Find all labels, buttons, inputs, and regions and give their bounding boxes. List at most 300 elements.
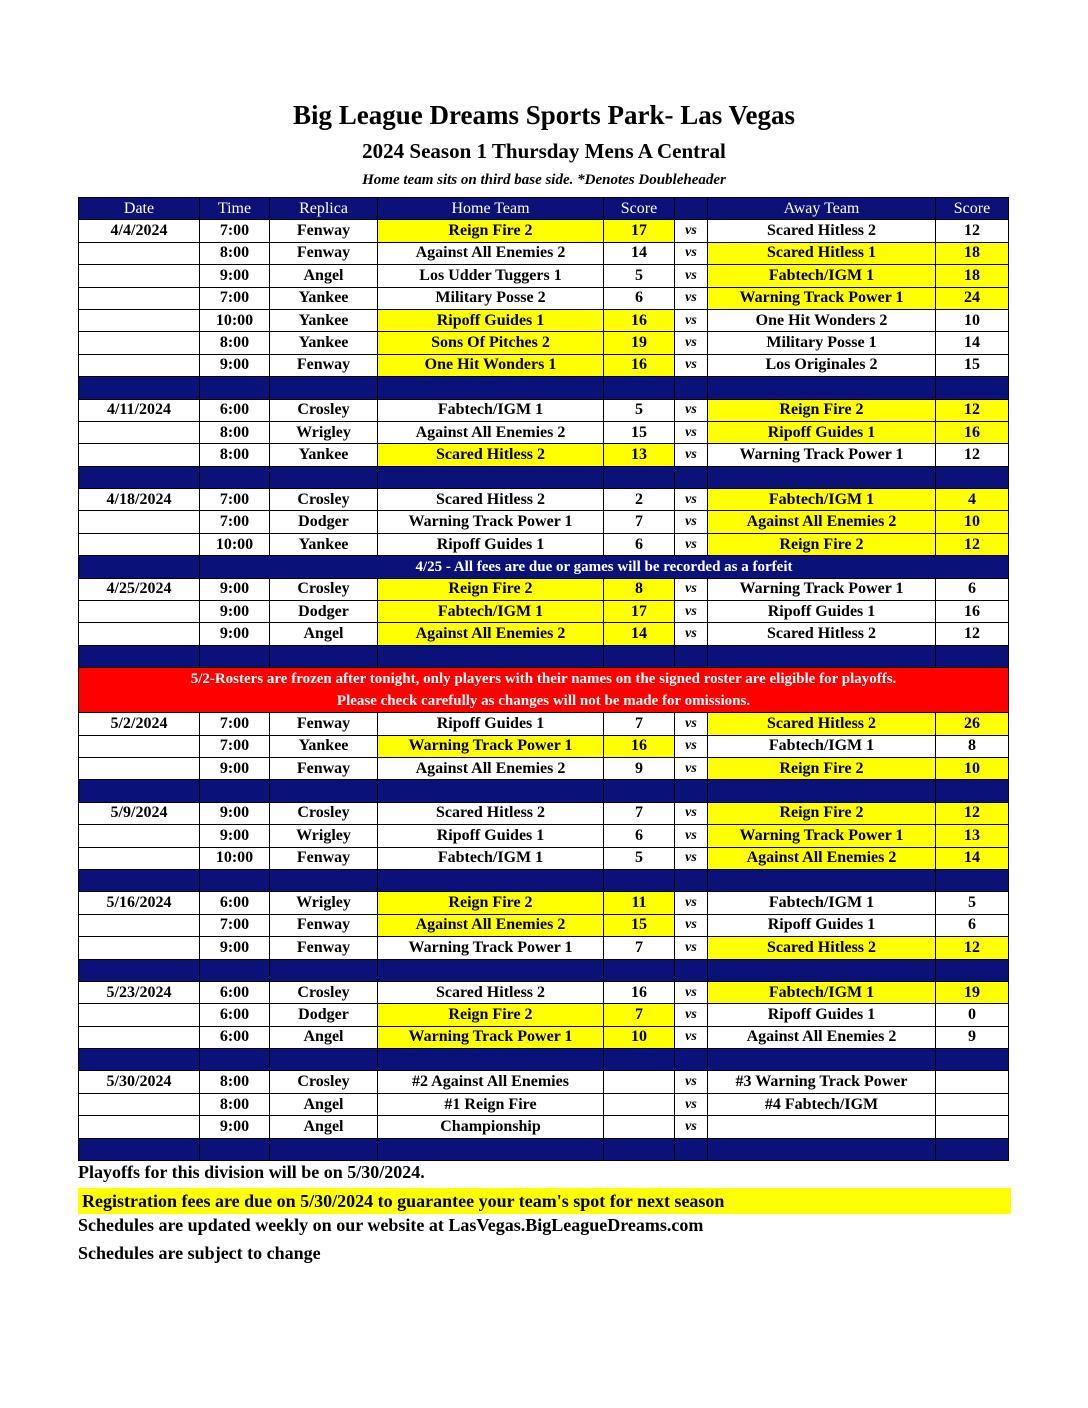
game-time: 10:00 <box>200 847 270 869</box>
away-team: Ripoff Guides 1 <box>708 421 936 443</box>
home-team: Ripoff Guides 1 <box>378 309 604 331</box>
away-team: #4 Fabtech/IGM <box>708 1093 936 1115</box>
divider-cell <box>604 466 675 488</box>
column-header-away-team: Away Team <box>708 198 936 220</box>
away-score <box>936 1116 1009 1138</box>
divider-cell <box>604 1049 675 1071</box>
game-date <box>79 914 200 936</box>
divider-cell <box>79 869 200 891</box>
away-team: Reign Fire 2 <box>708 533 936 555</box>
game-date <box>79 847 200 869</box>
divider-cell <box>708 959 936 981</box>
game-time: 10:00 <box>200 309 270 331</box>
column-header-time: Time <box>200 198 270 220</box>
game-time: 9:00 <box>200 825 270 847</box>
game-row <box>79 265 1009 287</box>
divider-cell <box>270 645 378 667</box>
away-team: Reign Fire 2 <box>708 802 936 824</box>
game-field: Crosley <box>270 802 378 824</box>
playoffs-note: Playoffs for this division will be on 5/30/2024. <box>78 1162 425 1182</box>
home-team: Warning Track Power 1 <box>378 937 604 959</box>
page-title: Big League Dreams Sports Park- Las Vegas <box>292 100 796 130</box>
away-team: Ripoff Guides 1 <box>708 914 936 936</box>
game-row <box>79 242 1009 264</box>
game-date: 4/18/2024 <box>79 489 200 511</box>
vs-label: vs <box>675 1004 708 1026</box>
game-field: Yankee <box>270 287 378 309</box>
home-score: 5 <box>604 847 675 869</box>
game-time: 10:00 <box>200 533 270 555</box>
game-time: 9:00 <box>200 1116 270 1138</box>
away-score: 12 <box>936 533 1009 555</box>
divider-cell <box>708 645 936 667</box>
game-time: 9:00 <box>200 578 270 600</box>
away-score: 12 <box>936 399 1009 421</box>
home-score: 9 <box>604 757 675 779</box>
schedule-rows <box>79 220 1009 1161</box>
game-field: Yankee <box>270 309 378 331</box>
column-header-replica: Replica <box>270 198 378 220</box>
away-score: 12 <box>936 220 1009 242</box>
divider-cell <box>378 869 604 891</box>
away-team: Scared Hitless 2 <box>708 623 936 645</box>
divider-cell <box>708 466 936 488</box>
away-score: 16 <box>936 421 1009 443</box>
home-team: Ripoff Guides 1 <box>378 825 604 847</box>
game-field: Fenway <box>270 757 378 779</box>
away-team: Warning Track Power 1 <box>708 287 936 309</box>
page-subtitle: 2024 Season 1 Thursday Mens A Central <box>362 139 726 163</box>
game-row <box>79 1116 1009 1138</box>
game-field: Fenway <box>270 914 378 936</box>
away-score: 26 <box>936 713 1009 735</box>
game-date <box>79 757 200 779</box>
divider-cell <box>200 645 270 667</box>
divider-cell <box>708 869 936 891</box>
away-score: 12 <box>936 802 1009 824</box>
divider-cell <box>936 377 1009 399</box>
vs-label: vs <box>675 511 708 533</box>
divider-cell <box>936 645 1009 667</box>
game-row <box>79 1071 1009 1093</box>
schedule-table <box>78 197 1009 1161</box>
home-team: Fabtech/IGM 1 <box>378 847 604 869</box>
game-date: 4/11/2024 <box>79 399 200 421</box>
divider-cell <box>675 1049 708 1071</box>
away-team: Scared Hitless 2 <box>708 713 936 735</box>
away-score: 5 <box>936 892 1009 914</box>
divider-cell <box>270 959 378 981</box>
divider-cell <box>200 466 270 488</box>
section-divider-row <box>79 959 1009 981</box>
divider-cell <box>79 780 200 802</box>
table-header-row <box>79 198 1009 220</box>
away-score: 12 <box>936 623 1009 645</box>
away-score: 18 <box>936 242 1009 264</box>
divider-cell <box>378 959 604 981</box>
home-team: Warning Track Power 1 <box>378 1026 604 1048</box>
game-time: 6:00 <box>200 399 270 421</box>
divider-cell <box>675 959 708 981</box>
vs-label: vs <box>675 802 708 824</box>
game-date <box>79 354 200 376</box>
vs-label: vs <box>675 735 708 757</box>
game-time: 6:00 <box>200 981 270 1003</box>
home-team: Warning Track Power 1 <box>378 735 604 757</box>
away-score: 19 <box>936 981 1009 1003</box>
vs-label: vs <box>675 287 708 309</box>
game-time: 9:00 <box>200 354 270 376</box>
game-field: Crosley <box>270 1071 378 1093</box>
divider-cell <box>378 466 604 488</box>
divider-cell <box>200 869 270 891</box>
game-field: Fenway <box>270 354 378 376</box>
game-row <box>79 220 1009 242</box>
game-date: 5/9/2024 <box>79 802 200 824</box>
home-team: Scared Hitless 2 <box>378 489 604 511</box>
roster-alert-cell <box>79 668 1009 713</box>
divider-cell <box>79 377 200 399</box>
divider-cell <box>936 959 1009 981</box>
game-time: 7:00 <box>200 511 270 533</box>
away-score: 18 <box>936 265 1009 287</box>
home-score: 6 <box>604 825 675 847</box>
game-field: Fenway <box>270 242 378 264</box>
away-team: One Hit Wonders 2 <box>708 309 936 331</box>
away-team: Against All Enemies 2 <box>708 1026 936 1048</box>
game-date: 5/16/2024 <box>79 892 200 914</box>
away-score: 13 <box>936 825 1009 847</box>
column-header-vs <box>675 198 708 220</box>
game-time: 8:00 <box>200 421 270 443</box>
vs-label: vs <box>675 981 708 1003</box>
home-score <box>604 1116 675 1138</box>
home-team: Warning Track Power 1 <box>378 511 604 533</box>
game-field: Angel <box>270 265 378 287</box>
home-score: 17 <box>604 601 675 623</box>
column-header-home-team: Home Team <box>378 198 604 220</box>
home-score: 17 <box>604 220 675 242</box>
schedule-note: Home team sits on third base side. *Denotes Doubleheader <box>362 172 726 188</box>
divider-cell <box>675 466 708 488</box>
game-row <box>79 309 1009 331</box>
away-team: Ripoff Guides 1 <box>708 1004 936 1026</box>
game-row <box>79 1004 1009 1026</box>
game-date <box>79 937 200 959</box>
home-score: 8 <box>604 578 675 600</box>
divider-cell <box>708 1049 936 1071</box>
away-score: 12 <box>936 937 1009 959</box>
home-team: Championship <box>378 1116 604 1138</box>
game-field: Dodger <box>270 1004 378 1026</box>
game-date: 5/2/2024 <box>79 713 200 735</box>
home-team: Against All Enemies 2 <box>378 623 604 645</box>
home-score <box>604 1093 675 1115</box>
game-row <box>79 623 1009 645</box>
game-row <box>79 825 1009 847</box>
game-date <box>79 825 200 847</box>
game-row <box>79 287 1009 309</box>
divider-cell <box>378 377 604 399</box>
away-team: Fabtech/IGM 1 <box>708 981 936 1003</box>
divider-cell <box>675 645 708 667</box>
game-time: 7:00 <box>200 735 270 757</box>
section-divider-row <box>79 869 1009 891</box>
divider-cell <box>200 959 270 981</box>
game-date <box>79 332 200 354</box>
vs-label: vs <box>675 623 708 645</box>
away-team: Fabtech/IGM 1 <box>708 489 936 511</box>
game-field: Yankee <box>270 444 378 466</box>
vs-label: vs <box>675 892 708 914</box>
divider-cell <box>79 466 200 488</box>
divider-cell <box>378 1049 604 1071</box>
home-score: 13 <box>604 444 675 466</box>
game-row <box>79 735 1009 757</box>
game-field: Angel <box>270 1093 378 1115</box>
game-time: 8:00 <box>200 444 270 466</box>
game-field: Wrigley <box>270 421 378 443</box>
away-score: 6 <box>936 914 1009 936</box>
home-team: Against All Enemies 2 <box>378 242 604 264</box>
away-score: 8 <box>936 735 1009 757</box>
game-row <box>79 578 1009 600</box>
home-team: Reign Fire 2 <box>378 220 604 242</box>
vs-label: vs <box>675 713 708 735</box>
game-field: Angel <box>270 623 378 645</box>
home-team: Scared Hitless 2 <box>378 981 604 1003</box>
vs-label: vs <box>675 444 708 466</box>
away-team: Fabtech/IGM 1 <box>708 265 936 287</box>
game-time: 7:00 <box>200 287 270 309</box>
home-team: Fabtech/IGM 1 <box>378 399 604 421</box>
divider-cell <box>270 466 378 488</box>
away-score: 16 <box>936 601 1009 623</box>
divider-cell <box>79 1138 200 1160</box>
section-divider-row <box>79 780 1009 802</box>
game-row <box>79 444 1009 466</box>
home-team: Ripoff Guides 1 <box>378 713 604 735</box>
game-time: 6:00 <box>200 1026 270 1048</box>
home-score: 16 <box>604 981 675 1003</box>
divider-cell <box>270 780 378 802</box>
game-date <box>79 1026 200 1048</box>
divider-cell <box>79 556 200 578</box>
game-field: Dodger <box>270 511 378 533</box>
home-team: Sons Of Pitches 2 <box>378 332 604 354</box>
game-date <box>79 421 200 443</box>
home-team: Reign Fire 2 <box>378 1004 604 1026</box>
game-time: 7:00 <box>200 713 270 735</box>
home-team: Against All Enemies 2 <box>378 914 604 936</box>
game-row <box>79 914 1009 936</box>
home-score: 19 <box>604 332 675 354</box>
divider-cell <box>79 1049 200 1071</box>
home-team: Military Posse 2 <box>378 287 604 309</box>
game-row <box>79 533 1009 555</box>
home-score: 16 <box>604 735 675 757</box>
game-date <box>79 511 200 533</box>
roster-alert-line: Please check carefully as changes will not be made for omissions. <box>336 693 751 710</box>
game-date <box>79 1004 200 1026</box>
game-date: 4/25/2024 <box>79 578 200 600</box>
game-row <box>79 892 1009 914</box>
home-score <box>604 1071 675 1093</box>
game-field: Yankee <box>270 332 378 354</box>
divider-cell <box>378 645 604 667</box>
vs-label: vs <box>675 757 708 779</box>
home-score: 15 <box>604 421 675 443</box>
home-score: 15 <box>604 914 675 936</box>
column-header-home-score: Score <box>604 198 675 220</box>
column-header-date: Date <box>79 198 200 220</box>
column-header-away-score: Score <box>936 198 1009 220</box>
game-field: Crosley <box>270 981 378 1003</box>
away-score: 6 <box>936 578 1009 600</box>
away-team: Warning Track Power 1 <box>708 444 936 466</box>
game-time: 9:00 <box>200 601 270 623</box>
home-score: 11 <box>604 892 675 914</box>
game-time: 7:00 <box>200 220 270 242</box>
game-field: Crosley <box>270 578 378 600</box>
vs-label: vs <box>675 847 708 869</box>
away-team: #3 Warning Track Power <box>708 1071 936 1093</box>
game-field: Crosley <box>270 489 378 511</box>
away-score: 24 <box>936 287 1009 309</box>
game-time: 7:00 <box>200 489 270 511</box>
roster-alert-line: 5/2-Rosters are frozen after tonight, only players with their names on the signed roster are eligible for playoffs. <box>190 671 897 688</box>
home-score: 7 <box>604 713 675 735</box>
game-time: 9:00 <box>200 623 270 645</box>
divider-cell <box>936 1138 1009 1160</box>
divider-cell <box>936 1049 1009 1071</box>
away-team: Warning Track Power 1 <box>708 825 936 847</box>
registration-note: Registration fees are due on 5/30/2024 to guarantee your team's spot for next season <box>78 1188 1011 1214</box>
divider-cell <box>936 869 1009 891</box>
game-date <box>79 601 200 623</box>
divider-cell <box>675 1138 708 1160</box>
game-row <box>79 399 1009 421</box>
game-field: Fenway <box>270 713 378 735</box>
game-row <box>79 421 1009 443</box>
game-field: Angel <box>270 1116 378 1138</box>
game-row <box>79 601 1009 623</box>
home-score: 7 <box>604 802 675 824</box>
away-score: 12 <box>936 444 1009 466</box>
game-row <box>79 713 1009 735</box>
section-divider-row <box>79 1138 1009 1160</box>
divider-cell <box>708 780 936 802</box>
away-score <box>936 1093 1009 1115</box>
website-note: Schedules are updated weekly on our website at LasVegas.BigLeagueDreams.com <box>78 1215 704 1235</box>
away-score: 0 <box>936 1004 1009 1026</box>
game-time: 8:00 <box>200 332 270 354</box>
divider-cell <box>378 1138 604 1160</box>
game-field: Dodger <box>270 601 378 623</box>
home-score: 14 <box>604 242 675 264</box>
game-date <box>79 1116 200 1138</box>
change-note: Schedules are subject to change <box>78 1243 321 1263</box>
divider-cell <box>936 466 1009 488</box>
home-score: 16 <box>604 354 675 376</box>
vs-label: vs <box>675 825 708 847</box>
away-team: Reign Fire 2 <box>708 757 936 779</box>
game-date <box>79 623 200 645</box>
game-date: 5/30/2024 <box>79 1071 200 1093</box>
section-divider-row <box>79 645 1009 667</box>
home-team: One Hit Wonders 1 <box>378 354 604 376</box>
away-score: 14 <box>936 332 1009 354</box>
game-time: 9:00 <box>200 757 270 779</box>
divider-cell <box>604 780 675 802</box>
game-row <box>79 847 1009 869</box>
divider-cell <box>604 1138 675 1160</box>
section-divider-row <box>79 377 1009 399</box>
home-team: Scared Hitless 2 <box>378 444 604 466</box>
game-time: 9:00 <box>200 937 270 959</box>
away-team: Scared Hitless 1 <box>708 242 936 264</box>
fee-notice-text: 4/25 - All fees are due or games will be recorded as a forfeit <box>200 556 1009 578</box>
divider-cell <box>675 780 708 802</box>
game-row <box>79 511 1009 533</box>
divider-cell <box>708 377 936 399</box>
home-score: 7 <box>604 511 675 533</box>
game-field: Angel <box>270 1026 378 1048</box>
roster-alert-row <box>79 668 1009 713</box>
home-team: Scared Hitless 2 <box>378 802 604 824</box>
section-divider-row <box>79 1049 1009 1071</box>
game-date <box>79 242 200 264</box>
away-team: Against All Enemies 2 <box>708 847 936 869</box>
home-score: 10 <box>604 1026 675 1048</box>
vs-label: vs <box>675 914 708 936</box>
vs-label: vs <box>675 242 708 264</box>
game-date: 4/4/2024 <box>79 220 200 242</box>
divider-cell <box>675 377 708 399</box>
game-field: Crosley <box>270 399 378 421</box>
away-score <box>936 1071 1009 1093</box>
divider-cell <box>936 780 1009 802</box>
game-time: 9:00 <box>200 802 270 824</box>
away-team: Los Originales 2 <box>708 354 936 376</box>
game-date <box>79 287 200 309</box>
vs-label: vs <box>675 399 708 421</box>
vs-label: vs <box>675 601 708 623</box>
game-time: 8:00 <box>200 242 270 264</box>
vs-label: vs <box>675 309 708 331</box>
game-time: 9:00 <box>200 265 270 287</box>
game-date <box>79 1093 200 1115</box>
game-field: Yankee <box>270 735 378 757</box>
game-row <box>79 1026 1009 1048</box>
game-field: Fenway <box>270 847 378 869</box>
divider-cell <box>604 959 675 981</box>
divider-cell <box>200 780 270 802</box>
game-row <box>79 1093 1009 1115</box>
game-date <box>79 533 200 555</box>
vs-label: vs <box>675 1026 708 1048</box>
game-time: 7:00 <box>200 914 270 936</box>
away-team: Scared Hitless 2 <box>708 220 936 242</box>
divider-cell <box>79 645 200 667</box>
divider-cell <box>200 1138 270 1160</box>
away-team: Military Posse 1 <box>708 332 936 354</box>
away-score: 10 <box>936 309 1009 331</box>
away-team: Fabtech/IGM 1 <box>708 735 936 757</box>
away-team: Ripoff Guides 1 <box>708 601 936 623</box>
game-row <box>79 489 1009 511</box>
game-row <box>79 332 1009 354</box>
